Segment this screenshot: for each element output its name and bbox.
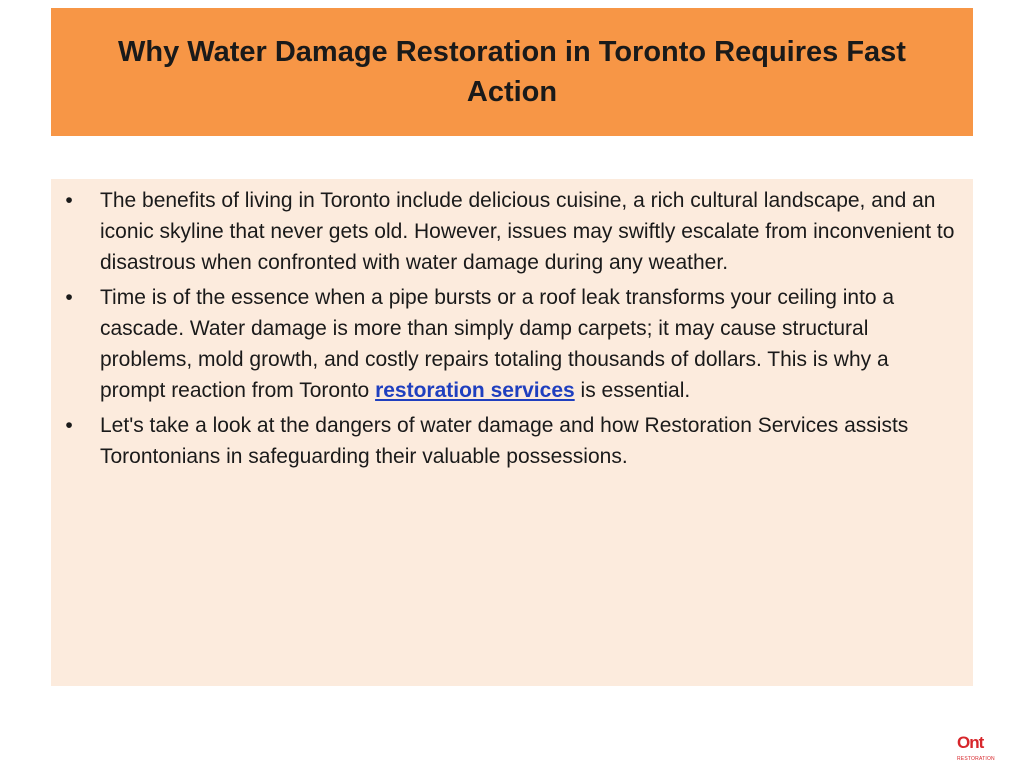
- bullet-dot-icon: •: [65, 189, 73, 212]
- bullet-item: [59, 185, 959, 278]
- bullet-item: [59, 282, 959, 406]
- bullet-item: [59, 410, 959, 472]
- logo-icon: [957, 733, 989, 751]
- bullet-dot-icon: •: [65, 414, 73, 437]
- title-banner: [51, 8, 973, 136]
- svg-text:RESTORATION: RESTORATION: [957, 756, 995, 762]
- bullet-text-end: is essential.: [574, 379, 691, 402]
- logo-mark: [957, 733, 989, 755]
- slide-title: Why Water Damage Restoration in Toronto Requires Fast Action: [118, 36, 906, 108]
- svg-text:Ont: Ont: [957, 733, 984, 752]
- bullet-text: Let's take a look at the dangers of water damage and how Restoration Services assists Torontonians in safeguarding their valuable possessions.: [100, 414, 909, 468]
- logo-subtext: [957, 755, 995, 763]
- bullet-dot-icon: •: [65, 286, 73, 309]
- bullet-list: [59, 185, 959, 472]
- ont-restoration-logo: [957, 733, 995, 762]
- bullet-text: Time is of the essence when a pipe bursts or a roof leak transforms your ceiling into a cascade. Water damage is more than simply damp carpets; it may cause structural problems, mold growth, and costly repairs totaling thousands of dollars. This is why a prompt reaction from Toronto: [100, 286, 895, 402]
- bullet-text: The benefits of living in Toronto include delicious cuisine, a rich cultural landscape, and an iconic skyline that never gets old. However, issues may swiftly escalate from inconvenient to disastrous when confronted with water damage during any weather.: [100, 189, 955, 274]
- content-panel: [51, 179, 973, 686]
- restoration-services-link[interactable]: restoration services: [375, 379, 575, 402]
